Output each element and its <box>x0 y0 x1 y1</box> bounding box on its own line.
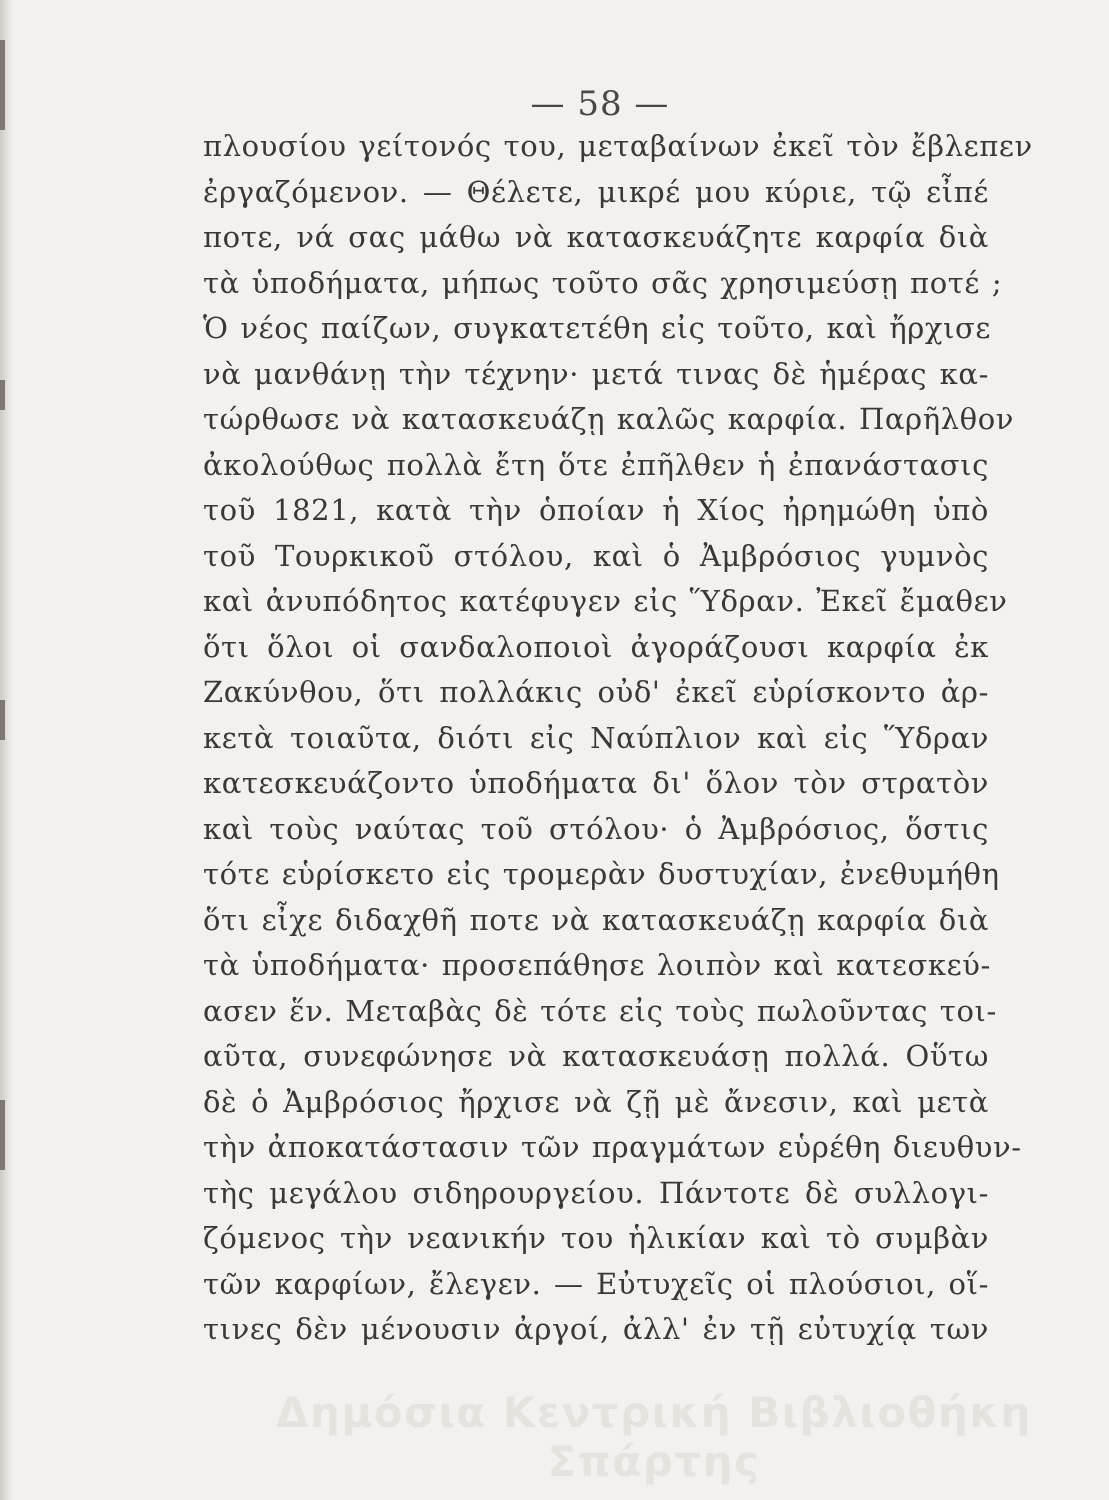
text-line: ὅτι εἶχε διδαχθῆ ποτε νὰ κατασκευάζῃ καρφία διὰ <box>203 902 989 937</box>
text-line: ὅτι ὅλοι οἱ σανδαλοποιοὶ ἀγοράζουσι καρφία ἐκ <box>203 629 989 664</box>
text-line: καὶ τοὺς ναύτας τοῦ στόλου· ὁ Ἀμβρόσιος, ὅστις <box>203 811 989 846</box>
page-binding-edge <box>0 0 14 1500</box>
text-line: ποτε, νά σας μάθω νὰ κατασκευάζητε καρφία διὰ <box>203 220 989 254</box>
text-line: νὰ μανθάνῃ τὴν τέχνην· μετά τινας δὲ ἡμέρας κα- <box>203 356 989 391</box>
text-line: πλουσίου γείτονός του, μεταβαίνων ἐκεῖ τὸν ἔβλεπεν <box>203 129 1033 163</box>
text-line: τὰ ὑποδήματα, μήπως τοῦτο σᾶς χρησιμεύσῃ ποτέ ; <box>203 265 1003 300</box>
text-line: ἀκολούθως πολλὰ ἔτη ὅτε ἐπῆλθεν ἡ ἐπανάστασις <box>203 447 989 482</box>
library-watermark: Δημόσια Κεντρική Βιβλιοθήκη Σπάρτης <box>275 1388 1033 1486</box>
text-line: τὴν ἀποκατάστασιν τῶν πραγμάτων εὑρέθη διευθυν- <box>203 1130 1022 1164</box>
text-line: τινες δὲν μένουσιν ἀργοί, ἀλλ' ἐν τῇ εὐτυχίᾳ των <box>203 1312 989 1346</box>
text-line: τότε εὑρίσκετο εἰς τρομερὰν δυστυχίαν, ἐνεθυμήθη <box>203 857 1000 891</box>
text-line: τοῦ Τουρκικοῦ στόλου, καὶ ὁ Ἀμβρόσιος γυμνὸς <box>203 538 989 573</box>
text-line: ασεν ἕν. Μεταβὰς δὲ τότε εἰς τοὺς πωλοῦντας τοι- <box>203 993 997 1028</box>
text-line: Ζακύνθου, ὅτι πολλάκις οὐδ' ἐκεῖ εὑρίσκοντο ἀρ- <box>203 675 989 709</box>
text-line: τὰ ὑποδήματα· προσεπάθησε λοιπὸν καὶ κατεσκεύ- <box>203 948 991 982</box>
text-line: ζόμενος τὴν νεανικήν του ἡλικίαν καὶ τὸ συμβὰν <box>203 1221 989 1255</box>
text-line: τοῦ 1821, κατὰ τὴν ὁποίαν ἡ Χίος ἠρημώθη ὑπὸ <box>203 493 989 527</box>
binding-shadow-mark <box>0 700 5 740</box>
text-line: κετὰ τοιαῦτα, διότι εἰς Ναύπλιον καὶ εἰς Ὕδραν <box>203 720 989 755</box>
binding-shadow-mark <box>0 1100 5 1170</box>
binding-shadow-mark <box>0 380 5 410</box>
text-line: τῶν καρφίων, ἔλεγεν. — Εὐτυχεῖς οἱ πλούσιοι, οἵ- <box>203 1266 989 1301</box>
body-text <box>203 124 1033 1353</box>
binding-shadow-mark <box>0 40 5 130</box>
text-line: τώρθωσε νὰ κατασκευάζῃ καλῶς καρφία. Παρῆλθον <box>203 402 1014 436</box>
text-line: κατεσκευάζοντο ὑποδήματα δι' ὅλον τὸν στρατὸν <box>203 766 989 800</box>
text-line: ἐργαζόμενον. — Θέλετε, μικρέ μου κύριε, τῷ εἶπέ <box>203 174 989 209</box>
text-line: καὶ ἀνυπόδητος κατέφυγεν εἰς Ὕδραν. Ἐκεῖ ἔμαθεν <box>203 584 1008 618</box>
text-line: τὴς μεγάλου σιδηρουργείου. Πάντοτε δὲ συλλογι- <box>203 1175 989 1210</box>
text-line: Ὁ νέος παίζων, συγκατετέθη εἰς τοῦτο, καὶ ἤρχισε <box>203 311 992 345</box>
text-line: αῦτα, συνεφώνησε νὰ κατασκευάσῃ πολλά. Οὕτω <box>203 1039 989 1073</box>
page-number: — 58 — <box>530 84 670 124</box>
text-line: δὲ ὁ Ἀμβρόσιος ἤρχισε νὰ ζῇ μὲ ἄνεσιν, καὶ μετὰ <box>203 1084 989 1119</box>
